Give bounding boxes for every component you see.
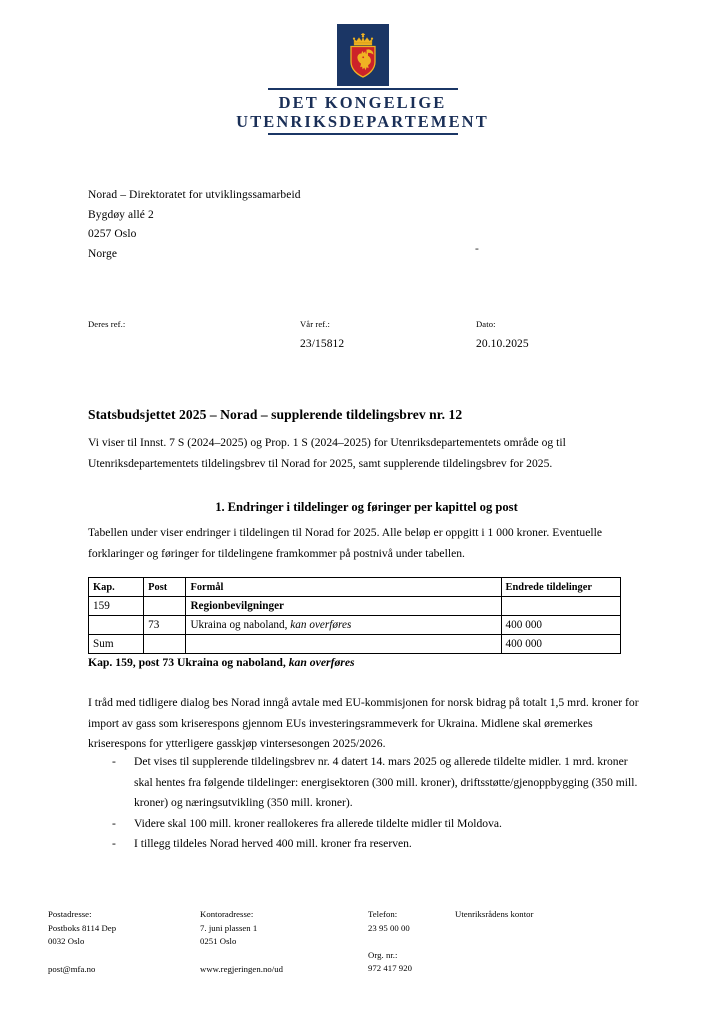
footer-telefon-value: 23 95 00 00 [368,922,410,933]
post-heading-italic: kan overføres [288,656,355,669]
post-heading-text: Kap. 159, post 73 Ukraina og naboland, [88,656,289,669]
deres-ref-value [88,331,125,335]
footer-postal-column [48,908,116,976]
cell-endrede [501,597,620,616]
address-right-dash: - [475,243,479,255]
header-post: Post [144,578,186,597]
footer-unit-column [455,908,534,922]
cell-kap [89,616,144,635]
footer-spacer [200,949,283,963]
logo-rule-bottom [268,133,458,135]
bullet-list [112,752,642,855]
footer-postadresse-label: Postadresse: [48,909,92,919]
footer-kontoradresse-line2: 0251 Oslo [200,936,237,947]
cell-post: 73 [144,616,186,635]
allocation-table [88,577,621,654]
list-item-text: Videre skal 100 mill. kroner reallokeres fra allerede tildelte midler til Moldova. [134,816,502,830]
footer-website[interactable]: www.regjeringen.no/ud [200,963,283,974]
table-row [89,616,621,635]
list-item-text: I tillegg tildeles Norad herved 400 mill. kroner fra reserven. [134,837,412,851]
footer-postadresse-line2: 0032 Oslo [48,936,85,947]
ministry-name-line2: UTENRIKSDEPARTEMENT [236,112,489,132]
recipient-address [88,186,301,264]
cell-sum-value: 400 000 [501,635,620,654]
address-line-2: Bygdøy allé 2 [88,208,154,221]
cell-post [144,597,186,616]
section-number: 1. [215,500,225,514]
footer-email[interactable]: post@mfa.no [48,963,96,974]
cell-formal-text: Ukraina og naboland, [190,619,291,631]
address-line-4: Norge [88,247,118,260]
footer-unit-name: Utenriksrådens kontor [455,909,534,919]
deres-ref-label: Deres ref.: [88,319,126,329]
footer-kontoradresse-label: Kontoradresse: [200,909,254,919]
document-title: Statsbudsjettet 2025 – Norad – supplerende tildelingsbrev nr. 12 [88,407,463,422]
var-ref-value: 23/15812 [300,338,345,350]
footer-telefon-label: Telefon: [368,909,398,919]
address-line-1: Norad – Direktoratet for utviklingssamarbeid [88,189,301,201]
dato-label: Dato: [476,319,496,329]
cell-endrede: 400 000 [501,616,620,635]
cell-formal [186,616,501,635]
cell-kap: 159 [89,597,144,616]
post-heading [88,656,633,669]
post-paragraph: I tråd med tidligere dialog bes Norad inngå avtale med EU-kommisjonen for norsk bidrag på totalt 1,5 mrd. kroner for import av gass som kriserespons gjennom EUs investeringsrammeverk for Ukraina. Midlene skal øremerkes kriserespons for ytterligere gasskjøp vintersesongen 2025/2026. [88,696,639,751]
footer-org-label: Org. nr.: [368,949,398,960]
footer-spacer [368,935,412,949]
section-title: Endringer i tildelinger og føringer per kapittel og post [227,500,518,514]
footer-postadresse-line1: Postboks 8114 Dep [48,922,117,933]
ministry-name [236,90,489,133]
list-item-text: Det vises til supplerende tildelingsbrev nr. 4 datert 14. mars 2025 og allerede tildelte midler. 1 mrd. kroner skal hentes fra følgende tildelinger: energisektoren (300 mill. kroner), driftsstøtte/gjenoppbygging (350 mill. kroner) og næringsutvikling (350 mill. kroner). [134,755,638,810]
ministry-logo [0,24,725,135]
list-item [112,834,642,855]
header-endrede-tildelinger: Endrede tildelinger [501,578,620,597]
dato-column [476,318,529,353]
table-row [89,597,621,616]
dato-value: 20.10.2025 [476,338,529,350]
list-item [112,814,642,835]
bullet-dash-icon: - [112,816,116,830]
footer-office-column [200,908,283,976]
footer-contact-column [368,908,412,976]
footer-org-value: 972 417 920 [368,963,412,974]
cell-formal-text: Regionbevilgninger [190,600,285,612]
cell-sum-label: Sum [89,635,144,654]
address-line-3: 0257 Oslo [88,228,137,241]
cell-formal [186,597,501,616]
footer-kontoradresse-line1: 7. juni plassen 1 [200,922,258,933]
var-ref-column [300,318,344,353]
var-ref-label: Vår ref.: [300,319,331,329]
table-header-row [89,578,621,597]
header-kap: Kap. [89,578,144,597]
table-intro-paragraph: Tabellen under viser endringer i tildelingen til Norad for 2025. Alle beløp er oppgitt i 1 000 kroner. Eventuelle forklaringer og føringer for tildelingene framkommer på postnivå under tabellen. [88,526,603,560]
footer-spacer [48,949,116,963]
ministry-name-line1: DET KONGELIGE [278,93,447,112]
bullet-dash-icon: - [112,837,116,851]
table-sum-row [89,635,621,654]
cell-sum-post [144,635,186,654]
header-formal: Formål [186,578,501,597]
intro-paragraph: Vi viser til Innst. 7 S (2024–2025) og Prop. 1 S (2024–2025) for Utenriksdepartementets område og til Utenriksdepartementets tildelingsbrev til Norad for 2025, samt supplerende tildelingsbrev for 2025. [88,436,566,470]
cell-formal-italic: kan overføres [290,619,352,631]
coat-of-arms-icon [337,24,389,86]
section-heading [88,500,639,515]
deres-ref-column [88,318,125,335]
bullet-dash-icon: - [112,755,116,768]
cell-sum-formal [186,635,501,654]
list-item [112,752,642,814]
